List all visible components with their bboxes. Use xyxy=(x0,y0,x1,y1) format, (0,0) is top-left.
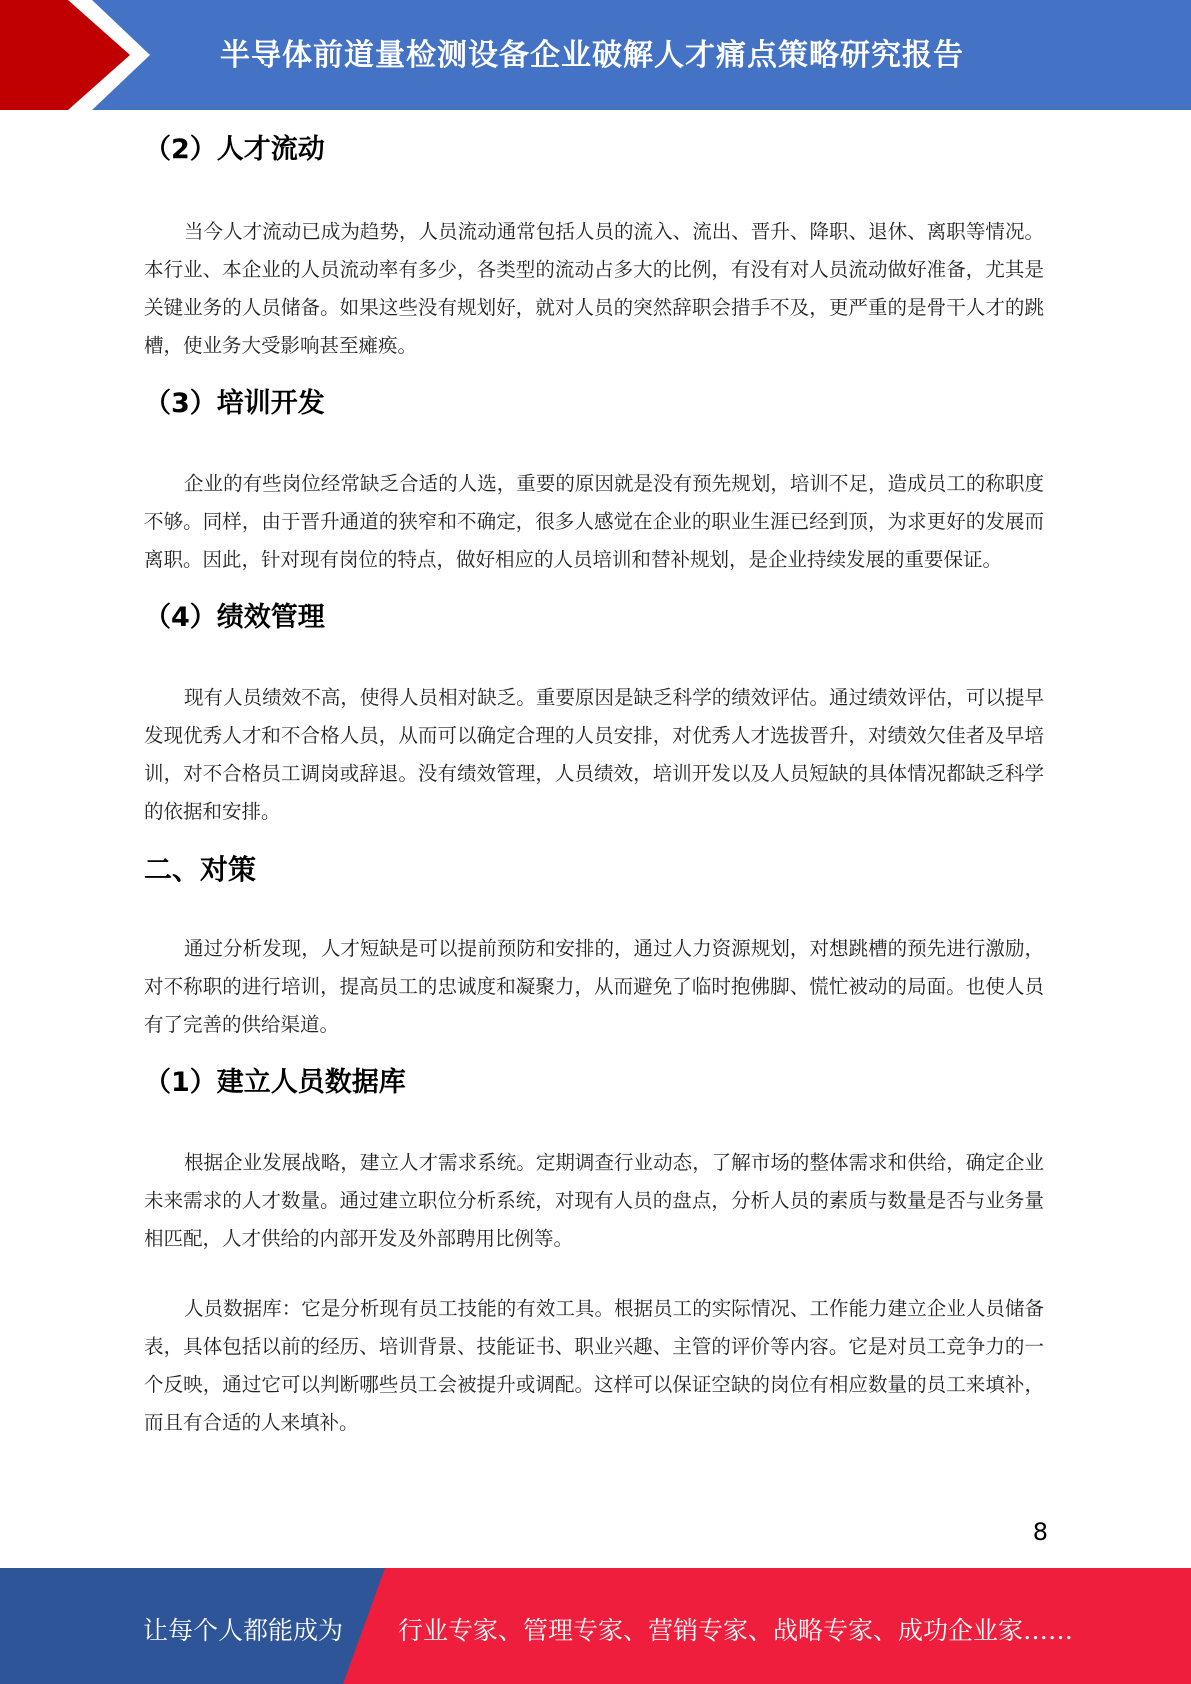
section-heading-performance: （4）绩效管理 xyxy=(144,602,325,633)
section-heading-countermeasures: 二、对策 xyxy=(144,853,257,886)
paragraph-countermeasures: 通过分析发现，人才短缺是可以提前预防和安排的，通过人力资源规划，对想跳槽的预先进行激励，对不称职的进行培训，提高员工的忠诚度和凝聚力，从而避免了临时抱佛脚、慌忙被动的局面。也使人员有了完善的供给渠道。 xyxy=(144,937,1044,1036)
paragraph-personnel-database-1: 根据企业发展战略，建立人才需求系统。定期调查行业动态，了解市场的整体需求和供给，确定企业未来需求的人才数量。通过建立职位分析系统，对现有人员的盘点，分析人员的素质与数量是否与业务量相匹配，人才供给的内部开发及外部聘用比例等。 xyxy=(144,1151,1044,1250)
footer-slogan-right: 行业专家、管理专家、营销专家、战略专家、成功企业家…… xyxy=(398,1616,1074,1645)
section-heading-talent-flow: （2）人才流动 xyxy=(144,134,325,165)
page-footer xyxy=(0,1568,1191,1684)
report-title: 半导体前道量检测设备企业破解人才痛点策略研究报告 xyxy=(220,38,964,73)
section-heading-personnel-database: （1）建立人员数据库 xyxy=(144,1067,406,1098)
page-number: 8 xyxy=(1032,1518,1048,1546)
paragraph-talent-flow: 当今人才流动已成为趋势，人员流动通常包括人员的流入、流出、晋升、降职、退休、离职等情况。本行业、本企业的人员流动率有多少，各类型的流动占多大的比例，有没有对人员流动做好准备，尤其是关键业务的人员储备。如果这些没有规划好，就对人员的突然辞职会措手不及，更严重的是骨干人才的跳槽，使业务大受影响甚至瘫痪。 xyxy=(144,220,1044,357)
paragraph-training: 企业的有些岗位经常缺乏合适的人选，重要的原因就是没有预先规划，培训不足，造成员工的称职度不够。同样，由于晋升通道的狭窄和不确定，很多人感觉在企业的职业生涯已经到顶，为求更好的发展而离职。因此，针对现有岗位的特点，做好相应的人员培训和替补规划，是企业持续发展的重要保证。 xyxy=(144,472,1044,571)
paragraph-personnel-database-2: 人员数据库：它是分析现有员工技能的有效工具。根据员工的实际情况、工作能力建立企业人员储备表，具体包括以前的经历、培训背景、技能证书、职业兴趣、主管的评价等内容。它是对员工竞争力的一个反映，通过它可以判断哪些员工会被提升或调配。这样可以保证空缺的岗位有相应数量的员工来填补，而且有合适的人来填补。 xyxy=(144,1297,1044,1434)
page-content xyxy=(144,110,1044,1442)
section-heading-training: （3）培训开发 xyxy=(144,388,325,419)
footer-slogan-left: 让每个人都能成为 xyxy=(143,1616,344,1645)
page-header xyxy=(0,0,1191,110)
paragraph-performance: 现有人员绩效不高，使得人员相对缺乏。重要原因是缺乏科学的绩效评估。通过绩效评估，可以提早发现优秀人才和不合格人员，从而可以确定合理的人员安排，对优秀人才选拔晋升，对绩效欠佳者及早培训，对不合格员工调岗或辞退。没有绩效管理，人员绩效，培训开发以及人员短缺的具体情况都缺乏科学的依据和安排。 xyxy=(144,686,1044,823)
